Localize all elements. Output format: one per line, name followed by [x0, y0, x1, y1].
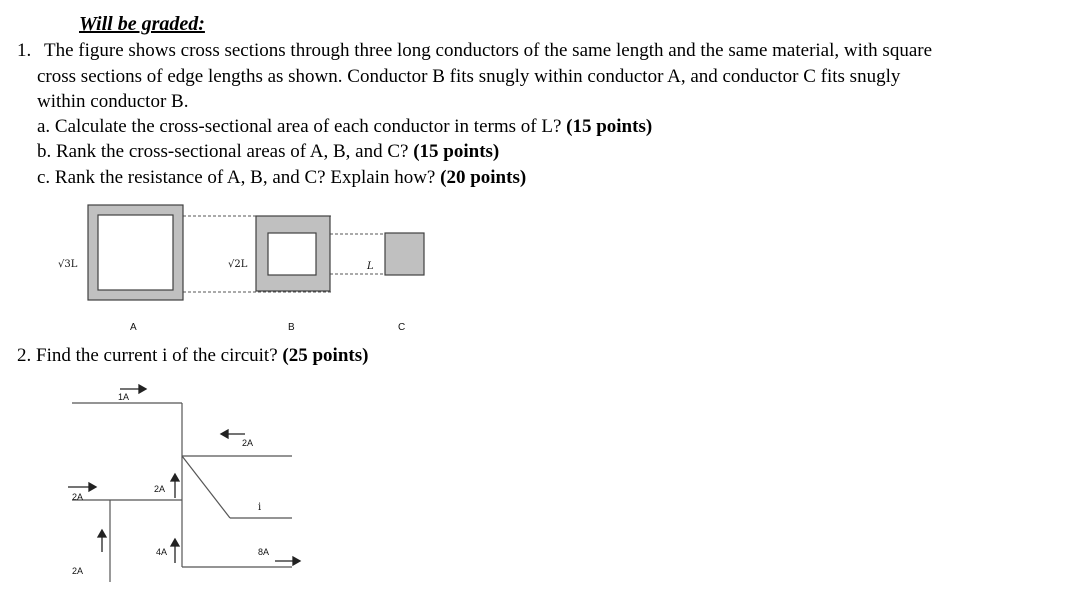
q2-text: 2. Find the current i of the circuit? — [17, 345, 278, 366]
arrow-2a-mid-head — [171, 474, 179, 481]
arrow-2a-left-head — [89, 483, 96, 491]
arrow-2a-upper-head — [221, 430, 228, 438]
conductor-name-b: B — [288, 322, 295, 333]
circuit-label-4a: 4A — [156, 547, 168, 557]
q1-part-a-points: (15 points) — [566, 116, 653, 137]
arrow-8a-head — [293, 557, 300, 565]
arrow-lower-left-head — [98, 530, 106, 537]
circuit-label-2a-left: 2A — [72, 492, 84, 502]
heading: Will be graded: — [79, 13, 205, 35]
edge-label-c: L — [367, 261, 374, 272]
q1-line3: within conductor B. — [37, 91, 189, 112]
edge-label-a: √3L — [58, 259, 78, 270]
q2-points: (25 points) — [282, 345, 369, 366]
conductor-name-a: A — [130, 322, 137, 333]
q1-part-b-points: (15 points) — [413, 141, 500, 162]
conductor-name-c: C — [398, 322, 406, 333]
q1-line1: The figure shows cross sections through three long conductors of the same length and the same material, with square — [44, 40, 933, 61]
wire-diagonal — [182, 456, 230, 518]
arrow-1a-head — [139, 385, 146, 393]
q1-number: 1. — [17, 40, 32, 61]
circuit-label-8a: 8A — [258, 547, 270, 557]
q1-part-c-points: (20 points) — [440, 167, 527, 188]
circuit-label-i: i — [258, 502, 262, 513]
arrow-4a-head — [171, 539, 179, 546]
q1-part-a-text: a. Calculate the cross-sectional area of each conductor in terms of L? — [37, 116, 562, 137]
circuit-label-2a-lower: 2A — [72, 566, 84, 576]
q1-part-c-text: c. Rank the resistance of A, B, and C? Explain how? — [37, 167, 436, 188]
q1-line2: cross sections of edge lengths as shown. Conductor B fits snugly within conductor A, and conductor C fits snugly — [37, 66, 901, 87]
edge-label-b: √2L — [228, 259, 248, 270]
circuit-label-1a: 1A — [118, 392, 130, 402]
circuit-label-2a-mid: 2A — [154, 484, 166, 494]
circuit-label-2a-upper: 2A — [242, 438, 254, 448]
q1-part-b-text: b. Rank the cross-sectional areas of A, B, and C? — [37, 141, 409, 162]
